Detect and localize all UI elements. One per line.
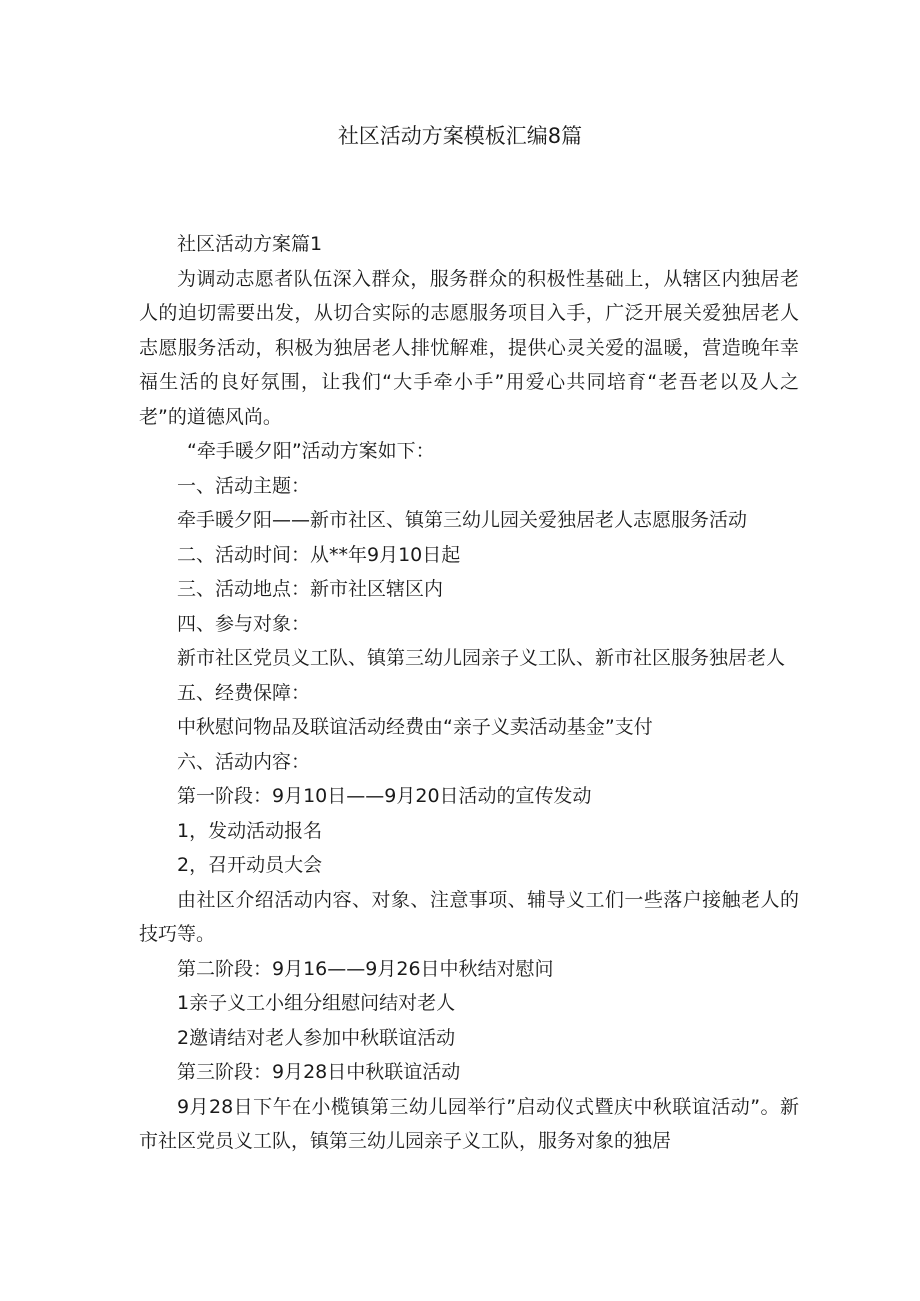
stage-two-heading: 第二阶段：9月16——9月26日中秋结对慰问 — [177, 957, 554, 980]
plan-intro-line: “牵手暖夕阳”活动方案如下： — [187, 440, 435, 462]
item-participants-heading: 四、参与对象： — [177, 612, 311, 635]
stage-one-heading: 第一阶段：9月10日——9月20日活动的宣传发动 — [177, 785, 592, 807]
intro-paragraph: 为调动志愿者队伍深入群众，服务群众的积极性基础上，从辖区内独居老人的迫切需要出发，从切合实际的志愿服务项目入手，广泛开展关爱独居老人志愿服务活动，积极为独居老人排忧解难，提供心灵关爱的温暖，营造晚年幸福生活的良好氛围，让我们“大手牵小手”用爱心共同培育“老吾老以及人之老”的道德风尚。 — [139, 267, 799, 428]
item-theme-heading: 一、活动主题： — [177, 474, 311, 497]
item-time: 二、活动时间：从**年9月10日起 — [177, 543, 461, 566]
document-title: 社区活动方案模板汇编8篇 — [337, 124, 583, 148]
stage-one-description: 由社区介绍活动内容、对象、注意事项、辅导义工们一些落户接触老人的技巧等。 — [139, 888, 799, 945]
document-body — [139, 227, 799, 1159]
stage-two-step-2: 2邀请结对老人参加中秋联谊活动 — [177, 1026, 456, 1049]
stage-three-heading: 第三阶段：9月28日中秋联谊活动 — [177, 1061, 461, 1083]
stage-one-step-1: 1，发动活动报名 — [177, 819, 323, 842]
item-funding-text: 中秋慰问物品及联谊活动经费由“亲子义卖活动基金”支付 — [177, 716, 653, 738]
item-location: 三、活动地点：新市社区辖区内 — [177, 578, 444, 600]
item-content-heading: 六、活动内容： — [177, 750, 311, 773]
section-heading-1: 社区活动方案篇1 — [177, 233, 323, 255]
stage-two-step-1: 1亲子义工小组分组慰问结对老人 — [177, 992, 456, 1014]
item-participants-text: 新市社区党员义工队、镇第三幼儿园亲子义工队、新市社区服务独居老人 — [177, 647, 786, 669]
item-theme-text: 牵手暖夕阳——新市社区、镇第三幼儿园关爱独居老人志愿服务活动 — [177, 509, 748, 531]
item-funding-heading: 五、经费保障： — [177, 681, 311, 704]
stage-one-step-2: 2，召开动员大会 — [177, 854, 323, 876]
stage-three-description: 9月28日下午在小榄镇第三幼儿园举行”启动仪式暨庆中秋联谊活动”。新市社区党员义工队，镇第三幼儿园亲子义工队，服务对象的独居 — [139, 1095, 799, 1152]
